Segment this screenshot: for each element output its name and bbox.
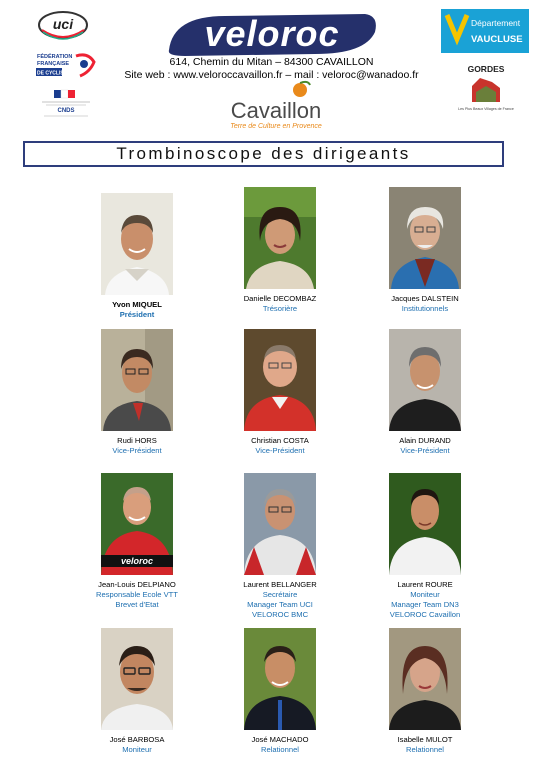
person-name: Laurent ROURE — [397, 580, 453, 589]
portrait-photo-delpiano — [101, 473, 173, 575]
portrait-photo-miquel — [101, 193, 173, 295]
portrait-photo-machado — [244, 628, 316, 730]
person-role: Manager Team DN3 — [391, 600, 459, 609]
person-name: Christian COSTA — [251, 436, 309, 445]
person-name: José BARBOSA — [109, 735, 165, 744]
person-name: Jacques DALSTEIN — [391, 294, 459, 303]
veloroc-brand-text: veloroc — [204, 13, 340, 54]
person-name: José MACHADO — [251, 735, 309, 744]
person-card-decombaz — [220, 187, 340, 314]
person-role: Institutionnels — [401, 304, 449, 313]
person-name: Rudi HORS — [117, 436, 157, 445]
portrait-photo-mulot — [389, 628, 461, 730]
person-role: Relationnel — [406, 745, 444, 754]
portrait-photo-dalstein — [389, 187, 461, 289]
person-role: Vice-Président — [255, 446, 305, 455]
person-card-barbosa — [77, 628, 197, 755]
vaucluse-logo — [441, 9, 529, 53]
person-role: VELOROC BMC — [251, 610, 309, 619]
ffc-line-2: FRANÇAISE — [37, 61, 70, 67]
portrait-photo-hors — [101, 329, 173, 431]
uci-logo-text: uci — [52, 16, 74, 32]
person-card-bellanger — [220, 473, 340, 620]
uci-logo — [36, 8, 90, 42]
person-name: Yvon MIQUEL — [112, 300, 162, 309]
person-card-mulot — [365, 628, 485, 755]
person-card-durand — [365, 329, 485, 456]
person-role: Président — [119, 310, 155, 319]
person-card-miquel — [77, 193, 197, 320]
person-role: Vice-Président — [112, 446, 162, 455]
cavaillon-logo — [216, 80, 336, 136]
person-role: Manager Team UCI — [247, 600, 313, 609]
gordes-text: GORDES — [467, 64, 505, 74]
portrait-photo-barbosa — [101, 628, 173, 730]
club-address: 614, Chemin du Mitan – 84300 CAVAILLON — [169, 56, 374, 68]
vaucluse-line-2: VAUCLUSE — [471, 34, 523, 45]
ffc-line-3: DE CYCLISME — [37, 70, 72, 77]
gordes-subtitle: Les Plus Beaux Villages de France — [458, 107, 514, 111]
person-role: Brevet d'Etat — [115, 600, 159, 609]
person-role: Responsable Ecole VTT — [96, 590, 178, 599]
portrait-photo-costa — [244, 329, 316, 431]
portrait-photo-bellanger — [244, 473, 316, 575]
person-card-dalstein — [365, 187, 485, 314]
person-name: Danielle DECOMBAZ — [243, 294, 317, 303]
page-title: Trombinoscope des dirigeants — [23, 141, 504, 167]
person-name: Jean-Louis DELPIANO — [98, 580, 176, 589]
ffc-line-1: FÉDÉRATION — [37, 54, 73, 60]
club-contact: Site web : www.veloroccavaillon.fr – mail : veloroc@wanadoo.fr — [124, 69, 419, 81]
cnds-logo — [40, 88, 92, 120]
portrait-photo-decombaz — [244, 187, 316, 289]
person-role: VELOROC Cavaillon — [389, 610, 461, 619]
jersey-text: veloroc — [120, 556, 154, 566]
cavaillon-tagline: Terre de Culture en Provence — [230, 123, 322, 130]
veloroc-brand-logo — [165, 10, 380, 58]
person-role: Trésorière — [262, 304, 298, 313]
person-role: Moniteur — [122, 745, 152, 754]
person-role: Vice-Président — [400, 446, 450, 455]
person-name: Laurent BELLANGER — [243, 580, 317, 589]
person-role: Relationnel — [261, 745, 299, 754]
portrait-photo-durand — [389, 329, 461, 431]
vaucluse-line-1: Département — [471, 18, 521, 28]
person-name: Alain DURAND — [399, 436, 451, 445]
person-card-delpiano — [77, 473, 197, 610]
cnds-text: CNDS — [57, 108, 75, 114]
person-name: Isabelle MULOT — [397, 735, 453, 744]
person-card-costa — [220, 329, 340, 456]
person-role: Secrétaire — [262, 590, 298, 599]
portrait-photo-roure — [389, 473, 461, 575]
person-card-hors — [77, 329, 197, 456]
person-card-roure — [365, 473, 485, 620]
person-role: Moniteur — [410, 590, 440, 599]
cavaillon-text: Cavaillon — [230, 98, 322, 123]
person-card-machado — [220, 628, 340, 755]
